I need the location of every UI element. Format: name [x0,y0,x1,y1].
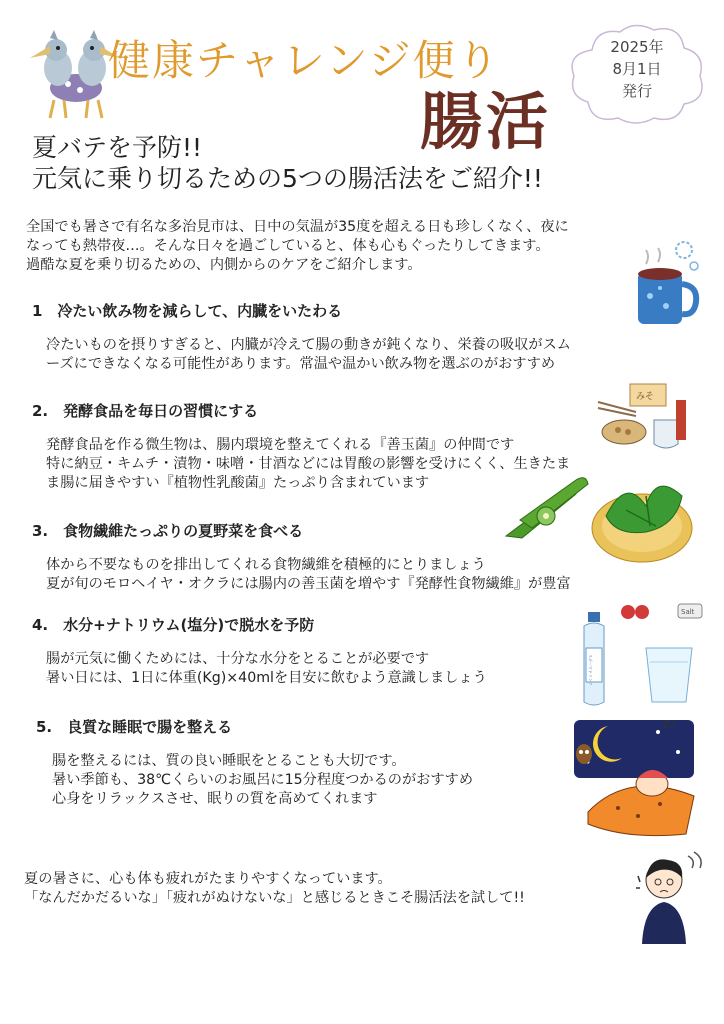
headline-line-1: 夏バテを予防!! [32,133,203,162]
date-year: 2025年 [610,38,664,56]
intro-paragraph [26,218,569,275]
sleep-illustration [568,712,702,842]
section-5-body [52,752,473,809]
section-3-body [46,556,571,594]
section-1-heading: 1 冷たい飲み物を減らして、内臓をいたわる [32,302,343,320]
sports-drink-label: スポーツドリンク [588,654,593,686]
salt-label: Salt [681,608,695,616]
section-1-line: 冷たいものを摂りすぎると、内臓が冷えて腸の動きが鈍くなり、栄養の吸収がスム [46,337,571,353]
tired-person-illustration [630,848,710,948]
section-3-line: 夏が旬のモロヘイヤ・オクラには腸内の善玉菌を増やす『発酵性食物繊維』が豊富 [46,576,571,592]
section-4-line: 腸が元気に働くためには、十分な水分をとることが必要です [46,651,430,667]
section-1-line: ーズにできなくなる可能性があります。常温や温かい飲み物を選ぶのがおすすめ [46,356,556,372]
zz-label: Zz [662,718,676,731]
section-4-heading: 4. 水分+ナトリウム(塩分)で脱水を予防 [32,616,315,634]
headline-line-2: 元気に乗り切るための5つの腸活法をご紹介!! [32,164,543,193]
closing-line: 「なんだかだるいな」「疲れがぬけないな」と感じるときこそ腸活法を試して!! [24,890,525,906]
section-4-body [46,650,487,688]
section-2-line: 特に納豆・キムチ・漬物・味噌・甘酒などには胃酸の影響を受けにくく、生きたま [46,456,571,472]
section-1-body [46,336,571,374]
miso-label: みそ [636,392,655,402]
intro-line: 過酷な夏を乗り切るための、内側からのケアをご紹介します。 [26,257,422,273]
newsletter-title: 健康チャレンジ便り [108,36,501,85]
drink-illustration [580,598,710,710]
closing-line: 夏の暑さに、心も体も疲れがたまりやすくなっています。 [24,871,392,887]
section-2-line: 発酵食品を作る微生物は、腸内環境を整えてくれる『善玉菌』の仲間です [46,437,515,453]
section-3-heading: 3. 食物繊維たっぷりの夏野菜を食べる [32,522,304,540]
moroheiya-illustration [586,466,696,566]
okra-illustration [500,472,590,542]
date-issued: 発行 [621,82,652,100]
intro-line: なっても熱帯夜…。そんな日々を過ごしていると、体も心もぐったりしてきます。 [26,238,550,254]
section-3-line: 体から不要なものを排出してくれる食物繊維を積極的にとりましょう [46,557,486,573]
issue-date [582,36,692,102]
warm-mug-illustration [632,236,704,332]
section-5-line: 心身をリラックスさせ、眠りの質を高めてくれます [52,791,378,807]
closing-paragraph [24,870,525,908]
fermented-foods-illustration [596,380,696,460]
intro-line: 全国でも暑さで有名な多治見市は、日中の気温が35度を超える日も珍しくなく、夜に [26,219,569,235]
section-5-line: 腸を整えるには、質の良い睡眠をとることも大切です。 [52,753,406,769]
headline [32,132,543,194]
section-5-heading: 5. 良質な睡眠で腸を整える [36,718,233,736]
section-2-body [46,436,570,493]
date-day: 8月1日 [612,60,662,78]
chokatsu-logo: 腸活 [420,85,553,158]
section-2-heading: 2. 発酵食品を毎日の習慣にする [32,402,259,420]
section-2-line: ま腸に届きやすい『植物性乳酸菌』たっぷり含まれています [46,475,430,491]
section-4-line: 暑い日には、1日に体重(Kg)×40mlを目安に飲むよう意識しましょう [46,670,487,686]
section-5-line: 暑い季節も、38℃くらいのお風呂に15分程度つかるのがおすすめ [52,772,474,788]
